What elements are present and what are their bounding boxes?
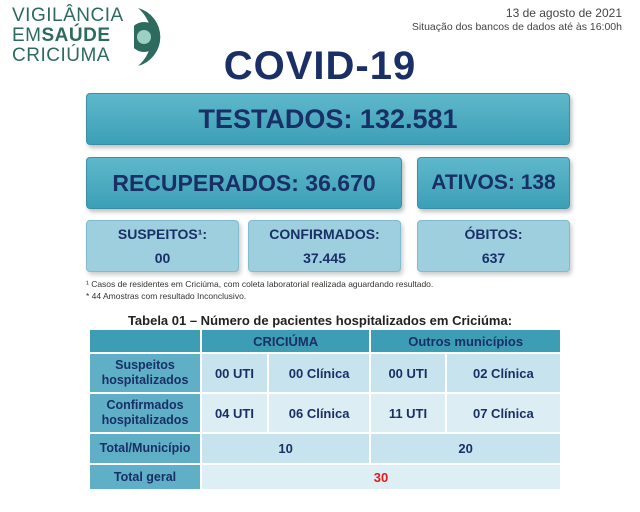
logo-em: EM xyxy=(12,25,42,46)
header-empty-cell xyxy=(89,329,201,353)
ativos-text: ATIVOS: 138 xyxy=(431,171,556,194)
ativos-panel xyxy=(417,157,570,209)
table-row xyxy=(89,433,561,464)
table-row xyxy=(89,393,561,433)
cell-criciuma-uti: 04 UTI xyxy=(201,393,268,433)
cell-total-geral: 30 xyxy=(201,464,561,490)
cell-outros-clinica: 02 Clínica xyxy=(446,353,561,393)
database-status: Situação dos bancos de dados até às 16:00h xyxy=(411,21,622,33)
logo-saude: SAÚDE xyxy=(41,25,111,46)
confirmados-label: CONFIRMADOS: xyxy=(269,226,380,242)
table-header-row xyxy=(89,329,561,353)
logo-line-2 xyxy=(12,26,111,46)
page-title: COVID-19 xyxy=(223,44,417,88)
cell-criciuma-clinica: 06 Clínica xyxy=(268,393,370,433)
cell-outros-uti: 00 UTI xyxy=(370,353,445,393)
row-label-confirmados: Confirmados hospitalizados xyxy=(89,393,201,433)
logo-line-3: CRICIÚMA xyxy=(12,45,110,66)
logo-line-1: VIGILÂNCIA xyxy=(12,5,124,26)
testados-panel xyxy=(86,93,570,145)
row-label-total-municipio: Total/Município xyxy=(89,433,201,464)
testados-text: TESTADOS: 132.581 xyxy=(198,103,458,134)
obitos-panel xyxy=(417,220,570,272)
footnote-suspeitos: ¹ Casos de residentes em Criciúma, com coleta laboratorial realizada aguardando resultado. xyxy=(86,279,434,289)
confirmados-panel xyxy=(248,220,401,272)
table-caption: Tabela 01 – Número de pacientes hospitalizados em Criciúma: xyxy=(127,313,513,328)
cell-total-outros: 20 xyxy=(370,433,561,464)
header-outros: Outros municípios xyxy=(370,329,561,353)
table-row xyxy=(89,464,561,490)
cell-outros-clinica: 07 Clínica xyxy=(446,393,561,433)
obitos-value: 637 xyxy=(481,250,506,266)
table-row xyxy=(89,353,561,393)
suspeitos-value: 00 xyxy=(154,250,171,266)
recuperados-panel xyxy=(86,157,402,209)
cell-criciuma-uti: 00 UTI xyxy=(201,353,268,393)
recuperados-text: RECUPERADOS: 36.670 xyxy=(112,169,376,196)
header-criciuma: CRICIÚMA xyxy=(201,329,370,353)
cell-criciuma-clinica: 00 Clínica xyxy=(268,353,370,393)
row-label-total-geral: Total geral xyxy=(89,464,201,490)
suspeitos-panel xyxy=(86,220,239,272)
suspeitos-label: SUSPEITOS¹: xyxy=(117,226,208,242)
cell-total-criciuma: 10 xyxy=(201,433,370,464)
report-date: 13 de agosto de 2021 xyxy=(505,6,622,20)
obitos-label: ÓBITOS: xyxy=(464,226,523,242)
confirmados-value: 37.445 xyxy=(303,250,346,266)
hospitalized-table xyxy=(88,328,562,491)
cell-outros-uti: 11 UTI xyxy=(370,393,445,433)
row-label-suspeitos: Suspeitos hospitalizados xyxy=(89,353,201,393)
footnote-inconclusivo: * 44 Amostras com resultado Inconclusivo. xyxy=(86,291,247,301)
